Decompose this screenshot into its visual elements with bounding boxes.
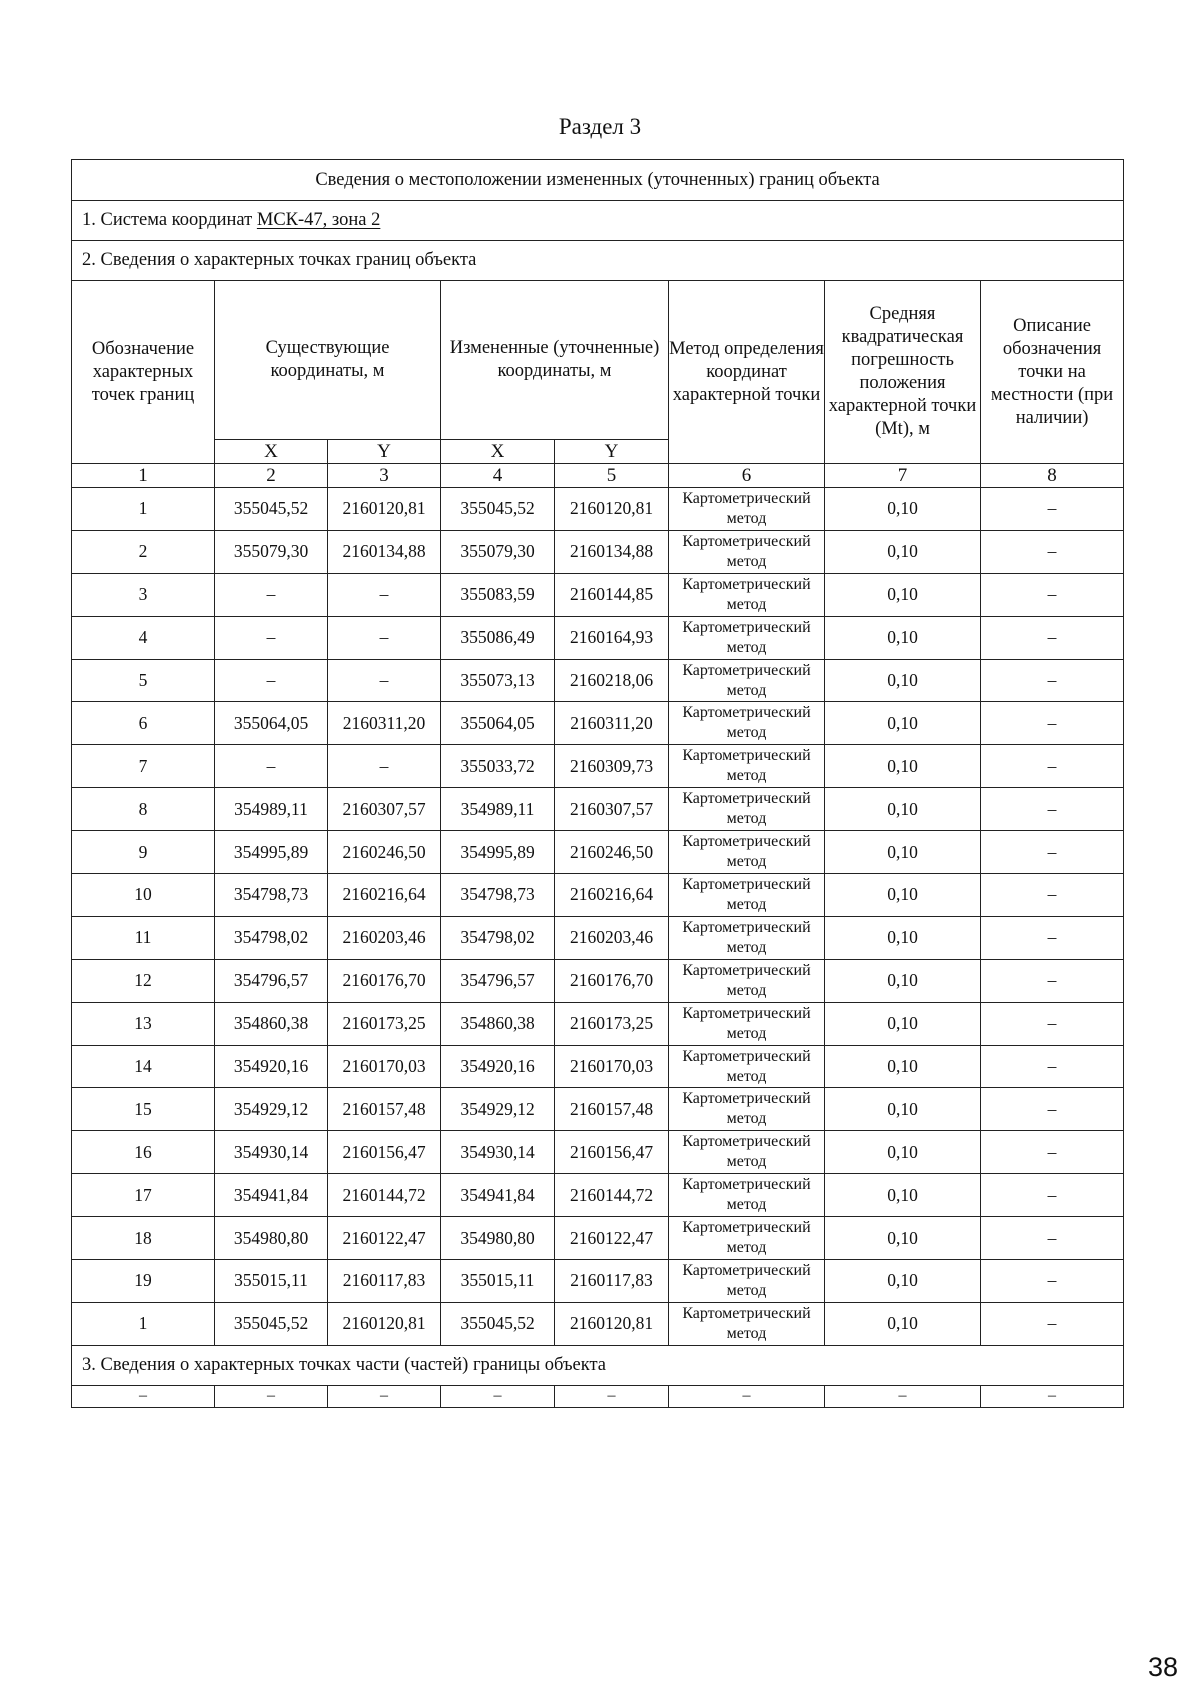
point-number-cell: 7 — [72, 745, 215, 788]
method-cell: Картометрический метод — [669, 530, 825, 573]
changed-y-cell: 2160173,25 — [555, 1002, 669, 1045]
point-number-cell: 5 — [72, 659, 215, 702]
changed-x-cell: 355045,52 — [441, 488, 555, 531]
description-cell: – — [981, 1002, 1124, 1045]
column-number: 4 — [441, 464, 555, 488]
table-row — [72, 659, 1124, 702]
changed-y-cell: 2160309,73 — [555, 745, 669, 788]
method-cell: Картометрический метод — [669, 659, 825, 702]
changed-x-cell: 355073,13 — [441, 659, 555, 702]
table-title: Сведения о местоположении измененных (уточненных) границ объекта — [72, 160, 1124, 201]
existing-x-cell: 355045,52 — [215, 1302, 328, 1345]
empty-cell: – — [441, 1385, 555, 1407]
description-cell: – — [981, 874, 1124, 917]
changed-y-cell: 2160120,81 — [555, 1302, 669, 1345]
point-number-cell: 1 — [72, 488, 215, 531]
changed-x-cell: 354930,14 — [441, 1131, 555, 1174]
point-number-cell: 10 — [72, 874, 215, 917]
changed-y-cell: 2160134,88 — [555, 530, 669, 573]
changed-y-cell: 2160120,81 — [555, 488, 669, 531]
header-method: Метод определения координат характерной точки — [669, 281, 825, 464]
point-number-cell: 19 — [72, 1260, 215, 1303]
table-row — [72, 1260, 1124, 1303]
header-existing-coords: Существующие координаты, м — [215, 281, 441, 440]
method-cell: Картометрический метод — [669, 573, 825, 616]
existing-y-cell: 2160117,83 — [328, 1260, 441, 1303]
point-number-cell: 12 — [72, 959, 215, 1002]
empty-cell: – — [215, 1385, 328, 1407]
column-number: 7 — [825, 464, 981, 488]
existing-x-cell: 354930,14 — [215, 1131, 328, 1174]
changed-y-cell: 2160216,64 — [555, 874, 669, 917]
coordinate-system-value: МСК-47, зона 2 — [256, 210, 381, 230]
table-row — [72, 916, 1124, 959]
coordinate-system-row — [72, 201, 1124, 241]
description-cell: – — [981, 916, 1124, 959]
column-number: 6 — [669, 464, 825, 488]
existing-y-cell: 2160246,50 — [328, 831, 441, 874]
changed-x-cell: 354929,12 — [441, 1088, 555, 1131]
method-cell: Картометрический метод — [669, 1088, 825, 1131]
mt-error-cell: 0,10 — [825, 874, 981, 917]
mt-error-cell: 0,10 — [825, 1260, 981, 1303]
mt-error-cell: 0,10 — [825, 745, 981, 788]
changed-x-cell: 354995,89 — [441, 831, 555, 874]
existing-y-cell: 2160173,25 — [328, 1002, 441, 1045]
empty-cell: – — [981, 1385, 1124, 1407]
column-number: 2 — [215, 464, 328, 488]
column-number: 1 — [72, 464, 215, 488]
existing-x-cell: 354796,57 — [215, 959, 328, 1002]
mt-error-cell: 0,10 — [825, 573, 981, 616]
method-cell: Картометрический метод — [669, 1302, 825, 1345]
description-cell: – — [981, 745, 1124, 788]
changed-y-cell: 2160144,85 — [555, 573, 669, 616]
section-heading: Раздел 3 — [558, 114, 642, 139]
changed-x-cell: 355045,52 — [441, 1302, 555, 1345]
description-cell: – — [981, 959, 1124, 1002]
method-cell: Картометрический метод — [669, 1002, 825, 1045]
coordinate-system-label: 1. Система координат — [82, 210, 257, 230]
existing-x-cell: – — [215, 573, 328, 616]
point-number-cell: 4 — [72, 616, 215, 659]
table-row — [72, 1174, 1124, 1217]
existing-x-cell: 354929,12 — [215, 1088, 328, 1131]
existing-y-cell: 2160311,20 — [328, 702, 441, 745]
method-cell: Картометрический метод — [669, 616, 825, 659]
description-cell: – — [981, 1302, 1124, 1345]
existing-y-cell: 2160176,70 — [328, 959, 441, 1002]
existing-y-cell: 2160156,47 — [328, 1131, 441, 1174]
changed-x-cell: 354796,57 — [441, 959, 555, 1002]
method-cell: Картометрический метод — [669, 702, 825, 745]
table-row — [72, 1045, 1124, 1088]
description-cell: – — [981, 1131, 1124, 1174]
header-existing-y: Y — [328, 440, 441, 464]
existing-y-cell: 2160307,57 — [328, 788, 441, 831]
changed-y-cell: 2160203,46 — [555, 916, 669, 959]
point-number-cell: 16 — [72, 1131, 215, 1174]
table-row — [72, 788, 1124, 831]
existing-y-cell: 2160134,88 — [328, 530, 441, 573]
point-number-cell: 3 — [72, 573, 215, 616]
boundary-points-table — [71, 159, 1124, 1408]
column-number: 3 — [328, 464, 441, 488]
point-number-cell: 9 — [72, 831, 215, 874]
header-changed-coords: Измененные (уточненные) координаты, м — [441, 281, 669, 440]
description-cell: – — [981, 1260, 1124, 1303]
changed-y-cell: 2160176,70 — [555, 959, 669, 1002]
mt-error-cell: 0,10 — [825, 1045, 981, 1088]
changed-x-cell: 355083,59 — [441, 573, 555, 616]
existing-x-cell: 355079,30 — [215, 530, 328, 573]
existing-y-cell: 2160144,72 — [328, 1174, 441, 1217]
description-cell: – — [981, 702, 1124, 745]
point-number-cell: 17 — [72, 1174, 215, 1217]
existing-x-cell: – — [215, 616, 328, 659]
existing-x-cell: 354798,73 — [215, 874, 328, 917]
mt-error-cell: 0,10 — [825, 959, 981, 1002]
description-cell: – — [981, 831, 1124, 874]
table-row — [72, 1002, 1124, 1045]
empty-cell: – — [328, 1385, 441, 1407]
existing-x-cell: 354989,11 — [215, 788, 328, 831]
empty-cell: – — [72, 1385, 215, 1407]
description-cell: – — [981, 488, 1124, 531]
mt-error-cell: 0,10 — [825, 530, 981, 573]
mt-error-cell: 0,10 — [825, 1302, 981, 1345]
point-number-cell: 15 — [72, 1088, 215, 1131]
table-row — [72, 745, 1124, 788]
description-cell: – — [981, 1217, 1124, 1260]
point-number-cell: 6 — [72, 702, 215, 745]
existing-y-cell: 2160216,64 — [328, 874, 441, 917]
existing-x-cell: 354860,38 — [215, 1002, 328, 1045]
header-error: Средняя квадратическая погрешность положения характерной точки (Mt), м — [825, 281, 981, 464]
description-cell: – — [981, 1088, 1124, 1131]
point-number-cell: 14 — [72, 1045, 215, 1088]
empty-cell: – — [825, 1385, 981, 1407]
column-number: 5 — [555, 464, 669, 488]
point-number-cell: 18 — [72, 1217, 215, 1260]
changed-y-cell: 2160164,93 — [555, 616, 669, 659]
changed-y-cell: 2160311,20 — [555, 702, 669, 745]
mt-error-cell: 0,10 — [825, 488, 981, 531]
existing-x-cell: 354995,89 — [215, 831, 328, 874]
changed-y-cell: 2160218,06 — [555, 659, 669, 702]
existing-y-cell: 2160170,03 — [328, 1045, 441, 1088]
changed-x-cell: 354989,11 — [441, 788, 555, 831]
existing-y-cell: – — [328, 573, 441, 616]
description-cell: – — [981, 1045, 1124, 1088]
method-cell: Картометрический метод — [669, 959, 825, 1002]
mt-error-cell: 0,10 — [825, 788, 981, 831]
mt-error-cell: 0,10 — [825, 1088, 981, 1131]
description-cell: – — [981, 616, 1124, 659]
point-number-cell: 8 — [72, 788, 215, 831]
changed-y-cell: 2160117,83 — [555, 1260, 669, 1303]
changed-y-cell: 2160307,57 — [555, 788, 669, 831]
header-point: Обозначение характерных точек границ — [72, 281, 215, 464]
table-row — [72, 1131, 1124, 1174]
method-cell: Картометрический метод — [669, 1045, 825, 1088]
table-row — [72, 530, 1124, 573]
column-numbers-row — [72, 464, 1124, 488]
changed-x-cell: 354980,80 — [441, 1217, 555, 1260]
changed-x-cell: 354860,38 — [441, 1002, 555, 1045]
existing-x-cell: 354980,80 — [215, 1217, 328, 1260]
mt-error-cell: 0,10 — [825, 659, 981, 702]
changed-y-cell: 2160144,72 — [555, 1174, 669, 1217]
table-row — [72, 1217, 1124, 1260]
section2-label: 2. Сведения о характерных точках границ объекта — [72, 241, 1124, 281]
existing-y-cell: 2160203,46 — [328, 916, 441, 959]
table-row — [72, 874, 1124, 917]
mt-error-cell: 0,10 — [825, 1131, 981, 1174]
description-cell: – — [981, 1174, 1124, 1217]
point-number-cell: 13 — [72, 1002, 215, 1045]
existing-y-cell: – — [328, 745, 441, 788]
changed-x-cell: 355079,30 — [441, 530, 555, 573]
method-cell: Картометрический метод — [669, 488, 825, 531]
mt-error-cell: 0,10 — [825, 1002, 981, 1045]
existing-y-cell: – — [328, 659, 441, 702]
mt-error-cell: 0,10 — [825, 1174, 981, 1217]
changed-x-cell: 355033,72 — [441, 745, 555, 788]
changed-x-cell: 355015,11 — [441, 1260, 555, 1303]
existing-x-cell: 354798,02 — [215, 916, 328, 959]
table-row — [72, 959, 1124, 1002]
empty-parts-row — [72, 1385, 1124, 1407]
changed-x-cell: 355064,05 — [441, 702, 555, 745]
header-existing-x: X — [215, 440, 328, 464]
mt-error-cell: 0,10 — [825, 702, 981, 745]
changed-y-cell: 2160246,50 — [555, 831, 669, 874]
changed-x-cell: 354941,84 — [441, 1174, 555, 1217]
changed-y-cell: 2160157,48 — [555, 1088, 669, 1131]
table-row — [72, 488, 1124, 531]
table-row — [72, 1088, 1124, 1131]
existing-x-cell: 355045,52 — [215, 488, 328, 531]
method-cell: Картометрический метод — [669, 831, 825, 874]
method-cell: Картометрический метод — [669, 788, 825, 831]
method-cell: Картометрический метод — [669, 874, 825, 917]
changed-x-cell: 354920,16 — [441, 1045, 555, 1088]
changed-y-cell: 2160122,47 — [555, 1217, 669, 1260]
method-cell: Картометрический метод — [669, 916, 825, 959]
method-cell: Картометрический метод — [669, 745, 825, 788]
changed-x-cell: 354798,02 — [441, 916, 555, 959]
changed-x-cell: 355086,49 — [441, 616, 555, 659]
description-cell: – — [981, 659, 1124, 702]
changed-y-cell: 2160170,03 — [555, 1045, 669, 1088]
column-number: 8 — [981, 464, 1124, 488]
header-changed-y: Y — [555, 440, 669, 464]
existing-y-cell: – — [328, 616, 441, 659]
changed-y-cell: 2160156,47 — [555, 1131, 669, 1174]
mt-error-cell: 0,10 — [825, 831, 981, 874]
header-description: Описание обозначения точки на местности (при наличии) — [981, 281, 1124, 464]
mt-error-cell: 0,10 — [825, 616, 981, 659]
method-cell: Картометрический метод — [669, 1217, 825, 1260]
existing-y-cell: 2160122,47 — [328, 1217, 441, 1260]
method-cell: Картометрический метод — [669, 1131, 825, 1174]
existing-y-cell: 2160157,48 — [328, 1088, 441, 1131]
existing-y-cell: 2160120,81 — [328, 1302, 441, 1345]
section3-label: 3. Сведения о характерных точках части (частей) границы объекта — [72, 1345, 1124, 1385]
description-cell: – — [981, 788, 1124, 831]
mt-error-cell: 0,10 — [825, 916, 981, 959]
method-cell: Картометрический метод — [669, 1174, 825, 1217]
existing-x-cell: 354941,84 — [215, 1174, 328, 1217]
existing-x-cell: 355064,05 — [215, 702, 328, 745]
point-number-cell: 2 — [72, 530, 215, 573]
mt-error-cell: 0,10 — [825, 1217, 981, 1260]
point-number-cell: 11 — [72, 916, 215, 959]
description-cell: – — [981, 530, 1124, 573]
empty-cell: – — [555, 1385, 669, 1407]
table-row — [72, 573, 1124, 616]
existing-y-cell: 2160120,81 — [328, 488, 441, 531]
changed-x-cell: 354798,73 — [441, 874, 555, 917]
table-row — [72, 616, 1124, 659]
table-row — [72, 831, 1124, 874]
header-changed-x: X — [441, 440, 555, 464]
existing-x-cell: – — [215, 745, 328, 788]
existing-x-cell: 355015,11 — [215, 1260, 328, 1303]
existing-x-cell: – — [215, 659, 328, 702]
empty-cell: – — [669, 1385, 825, 1407]
table-row — [72, 702, 1124, 745]
page-number: 38 — [1147, 1652, 1178, 1682]
method-cell: Картометрический метод — [669, 1260, 825, 1303]
table-row — [72, 1302, 1124, 1345]
existing-x-cell: 354920,16 — [215, 1045, 328, 1088]
description-cell: – — [981, 573, 1124, 616]
point-number-cell: 1 — [72, 1302, 215, 1345]
